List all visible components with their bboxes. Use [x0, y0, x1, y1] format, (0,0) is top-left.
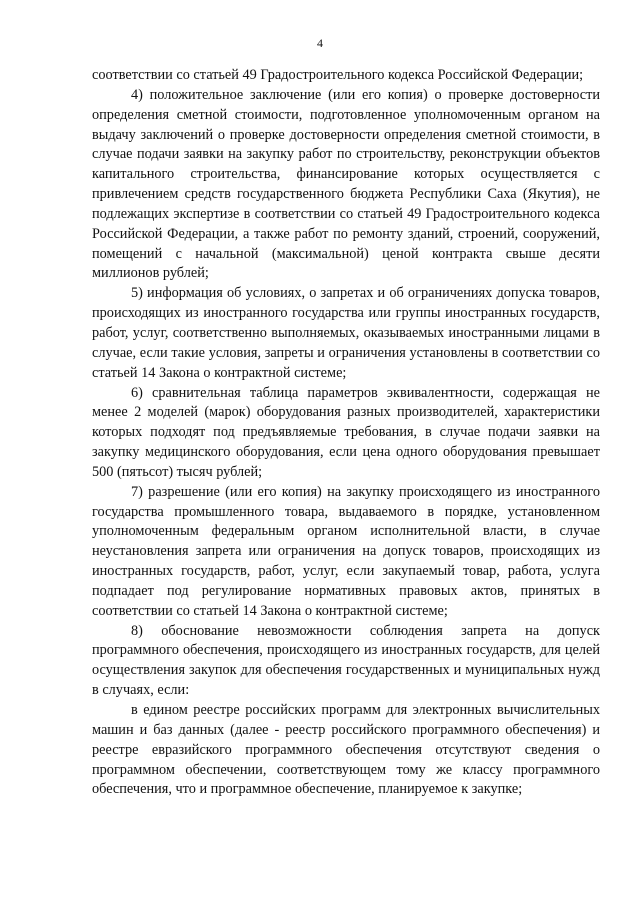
paragraph-item-4: 4) положительное заключение (или его копия) о проверке достоверности определения сметной стоимости, подготовленное уполномоченным органом на выдачу заключений о проверке достоверности определения сметной стоимости, в случае подачи заявки на закупку работ по строительству, реконструкции объектов капитального строительства, финансирование которых осуществляется с привлечением средств государственного бюджета Республики Саха (Якутия), не подлежащих экспертизе в соответствии со статьей 49 Градостроительного кодекса Российской Федерации, а также работ по ремонту зданий, строений, сооружений, помещений с начальной (максимальной) ценой контракта свыше десяти миллионов рублей;: [92, 86, 600, 282]
document-body: [92, 66, 600, 800]
paragraph-subitem: в едином реестре российских программ для электронных вычислительных машин и баз данных (далее - реестр российского программного обеспечения) и реестре евразийского программного обеспечения отсутствуют сведения о программном обеспечении, соответствующем тому же классу программного обеспечения, что и программное обеспечение, планируемое к закупке;: [92, 702, 600, 798]
page-number: 4: [317, 36, 323, 50]
paragraph-item-6: 6) сравнительная таблица параметров эквивалентности, содержащая не менее 2 моделей (марок) оборудования разных производителей, характеристики которых подходят под предъявляемые требования, в случае подачи заявки на закупку медицинского оборудования, если цена одного оборудования превышает 500 (пятьсот) тысяч рублей;: [92, 384, 600, 480]
paragraph-item-5: 5) информация об условиях, о запретах и об ограничениях допуска товаров, происходящих из иностранного государства или группы иностранных государств, работ, услуг, соответственно выполняемых, оказываемых иностранными лицами в случае, если такие условия, запреты и ограничения установлены в соответствии со статьей 14 Закона о контрактной системе;: [92, 285, 600, 381]
paragraph-item-7: 7) разрешение (или его копия) на закупку происходящего из иностранного государства промышленного товара, выдаваемого в порядке, установленном уполномоченным федеральным органом исполнительной власти, в случае неустановления запрета или ограничения на допуск товаров, происходящих из иностранных государств, работ, услуг, если закупаемый товар, работа, услуга подпадает под регулирование нормативных правовых актов, принятых в соответствии со статьей 14 Закона о контрактной системе;: [92, 483, 600, 619]
paragraph-continuation: соответствии со статьей 49 Градостроительного кодекса Российской Федерации;: [92, 67, 584, 83]
paragraph-item-8: 8) обоснование невозможности соблюдения запрета на допуск программного обеспечения, происходящего из иностранных государств, для целей осуществления закупок для обеспечения государственных и муниципальных нужд в случаях, если:: [92, 622, 600, 699]
